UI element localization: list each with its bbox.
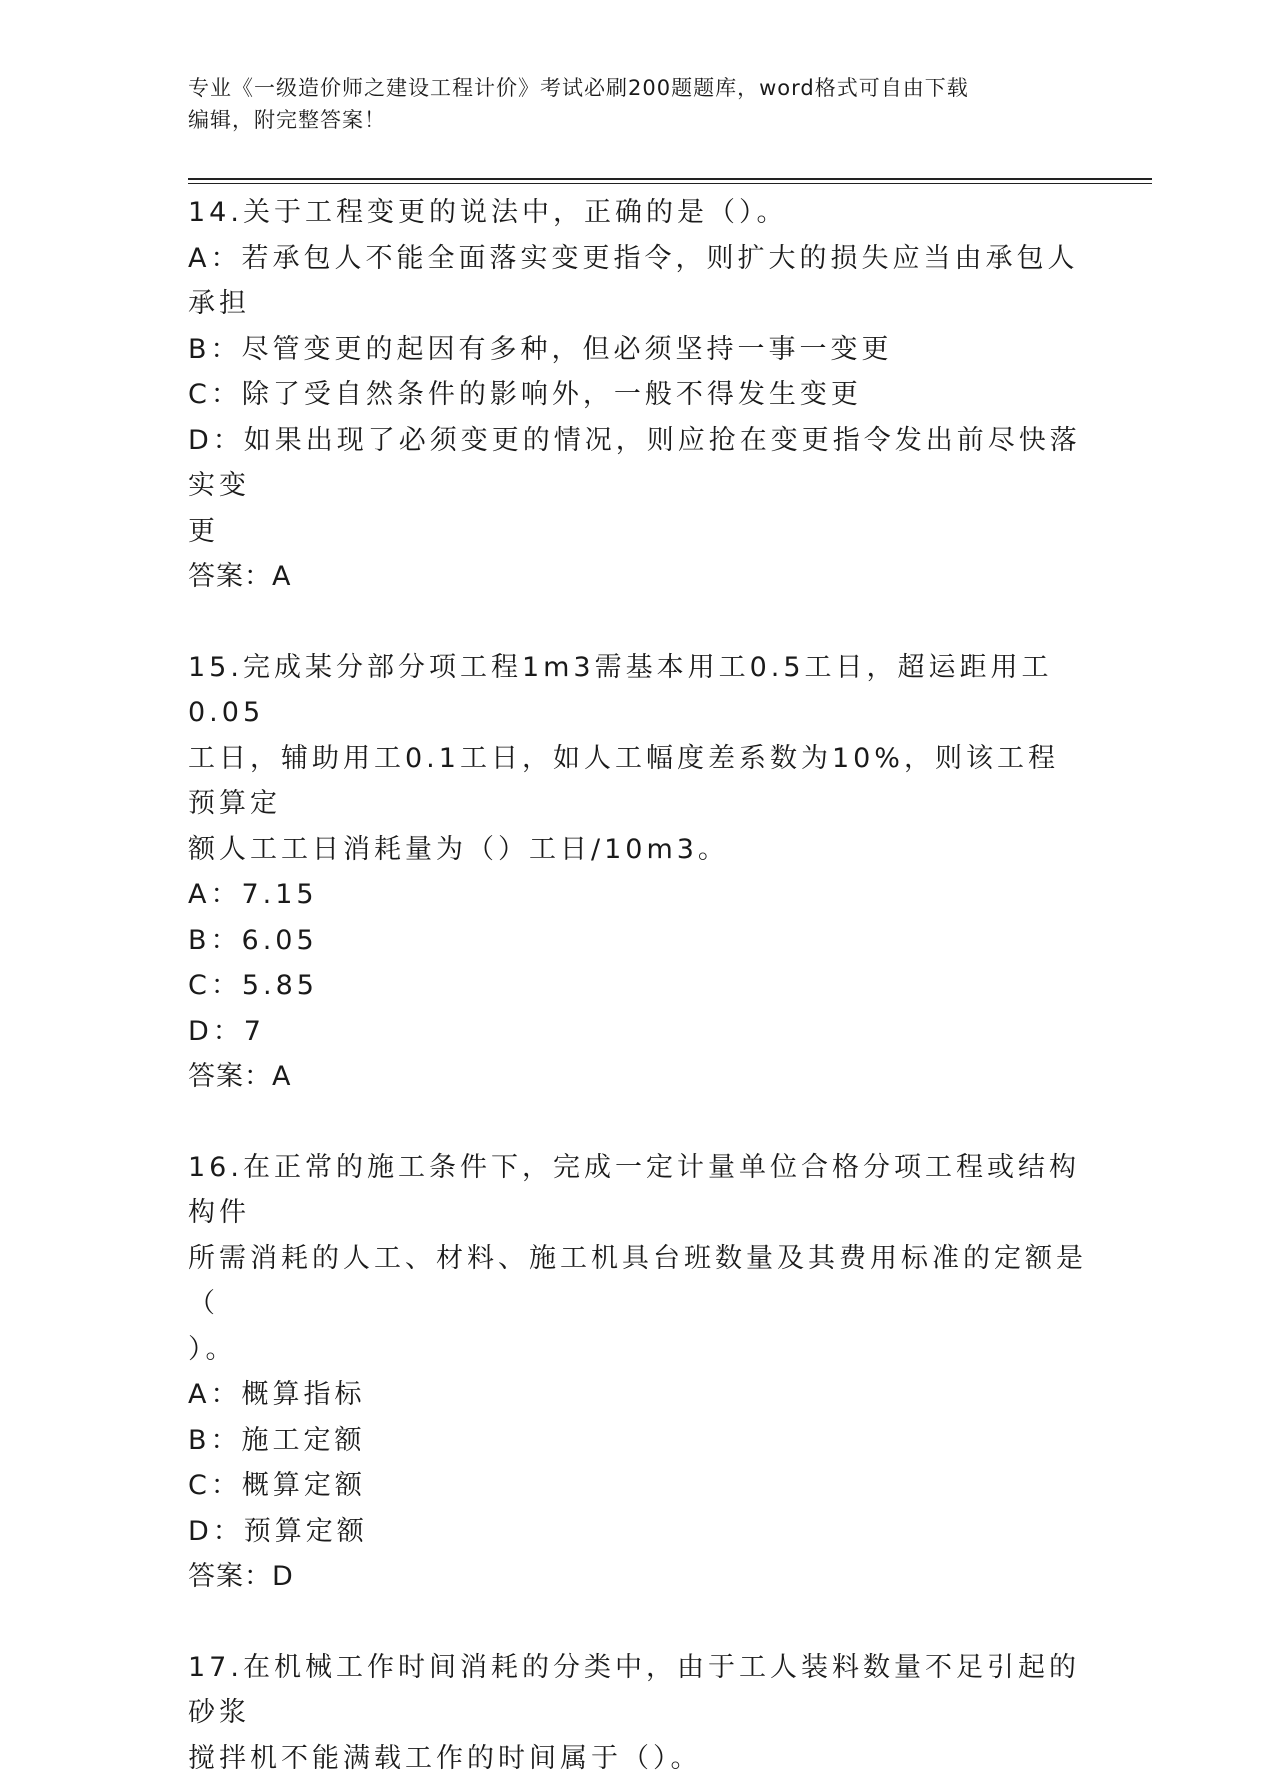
option-b: B：尽管变更的起因有多种，但必须坚持一事一变更 (188, 327, 1088, 373)
answer: 答案：A (188, 1054, 1088, 1100)
option-d-continued: 更 (188, 509, 1088, 555)
question-stem: 17.在机械工作时间消耗的分类中，由于工人装料数量不足引起的砂浆 (188, 1645, 1088, 1736)
answer: 答案：A (188, 554, 1088, 600)
option-a: A：若承包人不能全面落实变更指令，则扩大的损失应当由承包人承担 (188, 236, 1088, 327)
option-b: B：施工定额 (188, 1418, 1088, 1464)
question-stem: 工日，辅助用工0.1工日，如人工幅度差系数为10%，则该工程预算定 (188, 736, 1088, 827)
option-a: A：概算指标 (188, 1372, 1088, 1418)
option-c: C：5.85 (188, 963, 1088, 1009)
header-line-1: 专业《一级造价师之建设工程计价》考试必刷200题题库，word格式可自由下载 (188, 72, 1068, 104)
option-b: B：6.05 (188, 918, 1088, 964)
question-stem: ）。 (188, 1327, 1088, 1373)
question-14 (188, 190, 1088, 600)
question-stem: 16.在正常的施工条件下，完成一定计量单位合格分项工程或结构构件 (188, 1145, 1088, 1236)
question-15 (188, 645, 1088, 1100)
option-a: A：7.15 (188, 872, 1088, 918)
option-d: D：预算定额 (188, 1509, 1088, 1555)
question-stem: 15.完成某分部分项工程1m3需基本用工0.5工日，超运距用工0.05 (188, 645, 1088, 736)
header-rule-thick (188, 178, 1152, 180)
option-c: C：概算定额 (188, 1463, 1088, 1509)
option-d: D：7 (188, 1009, 1088, 1055)
option-d: D：如果出现了必须变更的情况，则应抢在变更指令发出前尽快落实变 (188, 418, 1088, 509)
question-stem: 14.关于工程变更的说法中，正确的是（）。 (188, 190, 1088, 236)
question-stem: 搅拌机不能满载工作的时间属于（）。 (188, 1736, 1088, 1781)
header-rule-thin (188, 183, 1152, 184)
question-stem: 额人工工日消耗量为（）工日/10m3。 (188, 827, 1088, 873)
question-17 (188, 1645, 1088, 1781)
question-16 (188, 1145, 1088, 1600)
header-line-2: 编辑，附完整答案！ (188, 104, 1068, 136)
document-header (188, 72, 1068, 136)
question-stem: 所需消耗的人工、材料、施工机具台班数量及其费用标准的定额是（ (188, 1236, 1088, 1327)
question-list (188, 190, 1088, 1781)
answer: 答案：D (188, 1554, 1088, 1600)
option-c: C：除了受自然条件的影响外，一般不得发生变更 (188, 372, 1088, 418)
